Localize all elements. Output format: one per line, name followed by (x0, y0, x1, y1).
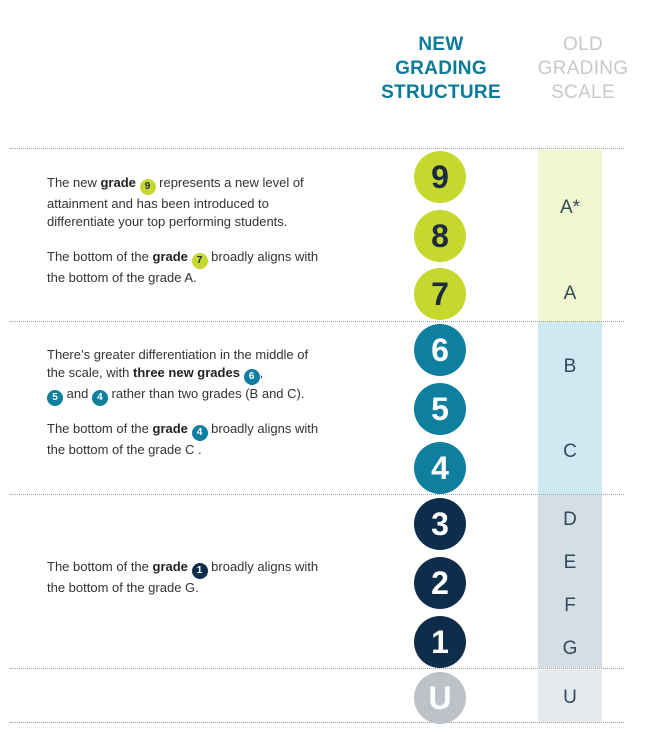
bold-text: grade (152, 559, 188, 574)
old-grade-a-star: A* (559, 197, 581, 218)
old-grade-e: E (563, 552, 577, 573)
text: The bottom of the (47, 249, 153, 264)
grade-circle-6: 6 (414, 324, 466, 376)
text: , (259, 365, 264, 380)
grade-circle-9: 9 (414, 151, 466, 203)
grade-circle-5: 5 (414, 383, 466, 435)
section2-paragraph-1 (47, 346, 322, 406)
section1-paragraph-1 (47, 174, 322, 231)
old-grade-d: D (563, 509, 577, 530)
grade-circle-3: 3 (414, 498, 466, 550)
old-grade-f: F (564, 595, 576, 616)
grade-badge-1: 1 (192, 563, 208, 579)
section-divider (10, 668, 624, 669)
old-scale-band-bc (538, 322, 602, 495)
grade-badge-6: 6 (244, 369, 260, 385)
text: broadly aligns with the bottom of the grade G. (47, 559, 319, 595)
text: The new (47, 175, 101, 190)
header-line: GRADING (395, 58, 487, 79)
section-divider (10, 722, 624, 723)
grade-circle-8: 8 (414, 210, 466, 262)
grade-badge-7: 7 (192, 253, 208, 269)
new-grading-structure-header (372, 33, 510, 105)
old-grade-c: C (563, 441, 577, 462)
text: broadly aligns with the bottom of the grade C . (47, 421, 319, 457)
text: There’s greater differentiation in the middle of the scale, with (47, 347, 309, 380)
text: The bottom of the (47, 559, 153, 574)
text: represents a new level of attainment and has been introduced to differentiate your top performing students. (47, 175, 304, 229)
grade-badge-5: 5 (47, 390, 63, 406)
old-grade-a: A (563, 283, 577, 304)
text: rather than two grades (B and C). (107, 386, 305, 401)
bold-text: grade (152, 421, 188, 436)
header-line: NEW (418, 34, 464, 55)
old-grade-g: G (562, 638, 578, 659)
header-line: GRADING (537, 58, 629, 79)
old-grade-u: U (563, 687, 577, 708)
grade-badge-4: 4 (92, 390, 108, 406)
bold-text: grade (100, 175, 136, 190)
section1-paragraph-2 (47, 248, 322, 287)
grade-badge-4: 4 (192, 425, 208, 441)
section-divider (10, 321, 624, 322)
grade-circle-4: 4 (414, 442, 466, 494)
text: broadly aligns with the bottom of the grade A. (47, 249, 319, 285)
bold-text: three new grades (133, 365, 240, 380)
header-line: OLD (563, 34, 603, 55)
text: The bottom of the (47, 421, 153, 436)
grade-circle-2: 2 (414, 557, 466, 609)
grade-circle-u: U (414, 672, 466, 724)
section-divider (10, 494, 624, 495)
section3-paragraph-1 (47, 558, 322, 597)
section2-paragraph-2 (47, 420, 322, 459)
text: and (63, 386, 92, 401)
bold-text: grade (152, 249, 188, 264)
section-divider (10, 148, 624, 149)
grade-circle-7: 7 (414, 268, 466, 320)
old-grade-b: B (563, 356, 577, 377)
header-line: STRUCTURE (381, 82, 501, 103)
old-grading-scale-header (520, 33, 646, 105)
header-line: SCALE (551, 82, 615, 103)
grade-circle-1: 1 (414, 616, 466, 668)
grade-badge-9: 9 (140, 179, 156, 195)
